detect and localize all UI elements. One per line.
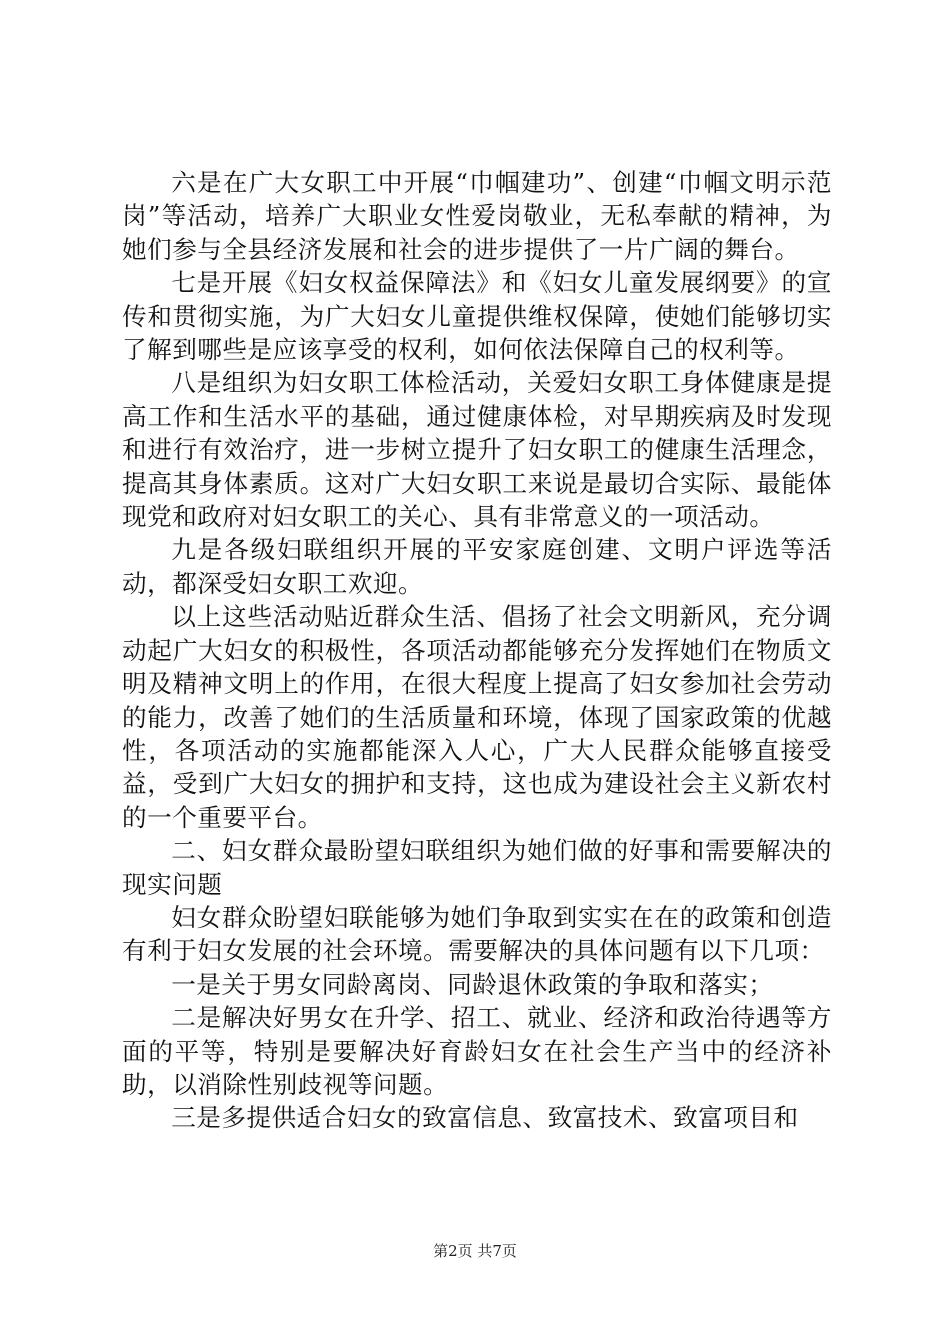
section-heading: 二、妇女群众最盼望妇联组织为她们做的好事和需要解决的现实问题 [122, 836, 832, 899]
paragraph: 一是关于男女同龄离岗、同龄退休政策的争取和落实； [171, 969, 774, 999]
paragraph: 七是开展《妇女权益保障法》和《妇女儿童发展纲要》的宣传和贯彻实施，为广大妇女儿童提供维权保障，使她们能够切实了解到哪些是应该享受的权利，如何依法保障自己的权利等。 [122, 268, 832, 365]
paragraph: 以上这些活动贴近群众生活、倡扬了社会文明新风，充分调动起广大妇女的积极性，各项活动都能够充分发挥她们在物质文明及精神文明上的作用，在很大程度上提高了妇女参加社会劳动的能力，改善了她们的生活质量和环境，体现了国家政策的优越性，各项活动的实施都能深入人心，广大人民群众能够直接受益，受到广大妇女的拥护和支持，这也成为建设社会主义新农村的一个重要平台。 [122, 602, 832, 832]
paragraph: 八是组织为妇女职工体检活动，关爱妇女职工身体健康是提高工作和生活水平的基础，通过健康体检，对早期疾病及时发现和进行有效治疗，进一步树立提升了妇女职工的健康生活理念，提高其身体素质。这对广大妇女职工来说是最切合实际、最能体现党和政府对妇女职工的关心、具有非常意义的一项活动。 [122, 368, 832, 532]
page-number-footer: 第2页 共7页 [433, 1242, 517, 1260]
paragraph: 三是多提供适合妇女的致富信息、致富技术、致富项目和 [171, 1103, 799, 1133]
paragraph: 九是各级妇联组织开展的平安家庭创建、文明户评选等活动，都深受妇女职工欢迎。 [122, 535, 832, 598]
document-body [122, 166, 832, 1135]
paragraph: 二是解决好男女在升学、招工、就业、经济和政治待遇等方面的平等，特别是要解决好育龄妇女在社会生产当中的经济补助，以消除性别歧视等问题。 [122, 1003, 832, 1099]
paragraph: 妇女群众盼望妇联能够为她们争取到实实在在的政策和创造有利于妇女发展的社会环境。需要解决的具体问题有以下几项： [122, 902, 832, 966]
paragraph: 六是在广大女职工中开展“巾帼建功”、创建“巾帼文明示范岗”等活动，培养广大职业女性爱岗敬业，无私奉献的精神，为她们参与全县经济发展和社会的进步提供了一片广阔的舞台。 [122, 168, 832, 264]
